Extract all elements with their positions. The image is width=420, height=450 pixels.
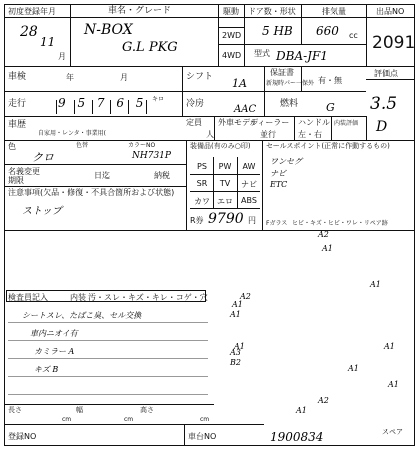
score-value: 3.5 [370, 94, 398, 114]
displacement-label: 排気量 [322, 7, 346, 16]
inspector-line-3: カミラー A [34, 347, 75, 356]
fuel-label: 燃料 [280, 99, 299, 109]
equipment-label: 装備品(有のみ○印) [190, 142, 251, 150]
equip-tv: TV [219, 179, 231, 188]
first-reg-month: 11 [40, 35, 56, 49]
handle-label: ハンドル [298, 118, 330, 127]
dealer-label: ディーラー [250, 118, 290, 127]
door-value: 5 HB [262, 24, 293, 38]
grade: G.L PKG [122, 40, 178, 55]
shaken-label: 車検 [8, 72, 27, 82]
car-name-label: 車名・グレード [108, 6, 172, 16]
date-label: 日迄 [94, 171, 110, 180]
diagram-mark-5: A1 [230, 310, 241, 319]
color-value: クロ [32, 151, 54, 164]
diagram-mark-12: A1 [388, 380, 399, 389]
mileage-label: 走行 [8, 99, 27, 109]
equip-ps: PS [197, 162, 207, 171]
shift-label: シフト [186, 72, 214, 82]
recycle-unit: 円 [248, 216, 256, 225]
inspector-line-1: シートスレ、たばこ臭、セル交換 [22, 311, 142, 320]
shift-value: 1A [232, 77, 247, 90]
capacity-unit: 人 [206, 130, 214, 139]
fuel-value: G [326, 101, 335, 114]
ac-label: 冷房 [186, 99, 205, 109]
inspector-interior-label: 内装 [70, 293, 86, 302]
height-unit: cm [200, 416, 210, 423]
reg-no-label: 登録NO [8, 432, 37, 441]
drive-label: 駆動 [223, 7, 239, 16]
diagram-mark-4: A2 [240, 292, 251, 301]
shaken-month-label: 月 [120, 73, 128, 82]
recycle-value: 9790 [208, 211, 244, 227]
sales-point-line-3: ETC [270, 180, 288, 189]
mileage-unit: キロ [152, 96, 165, 103]
diagram-mark-10: B2 [230, 358, 241, 367]
mileage-digits: 9 5 7 6 5 [58, 96, 148, 110]
equip-leather: カワ [194, 197, 210, 206]
width-label: 幅 [76, 406, 83, 414]
color-no-value: NH731P [132, 151, 171, 161]
length-unit: cm [62, 416, 72, 423]
interior-score-label: 内装評価 [334, 120, 359, 127]
warranty-sub: 新規時パー一保外 [266, 80, 315, 87]
dealer-value: 並行 [260, 130, 276, 139]
equip-sr: SR [196, 179, 208, 188]
ext-model-label: 外車モデル [218, 118, 258, 127]
reg-deadline-label: 期限 [8, 176, 24, 185]
first-reg-month-unit: 月 [58, 52, 66, 61]
spare-label: スペア [382, 428, 403, 436]
reg-change-label: 名義変更 [8, 167, 40, 176]
displacement-unit: cc [349, 31, 358, 40]
history-sub: 自家用・レンタ・事業用( [38, 130, 106, 137]
diagram-mark-7: A1 [370, 280, 381, 289]
first-reg-label: 初度登録年月 [8, 7, 56, 16]
model-code: DBA-JF1 [276, 49, 328, 63]
equip-navi: ナビ [241, 180, 257, 189]
shaken-year-label: 年 [66, 73, 74, 82]
drive-4wd: 4WD [222, 51, 242, 60]
sales-point-label: セールスポイント(正常に作動するもの) [266, 142, 390, 150]
length-label: 長さ [8, 406, 22, 414]
car-name: N-BOX [84, 22, 133, 38]
tax-label: 納税 [154, 171, 170, 180]
model-label: 型式 [254, 49, 270, 58]
ac-value: AAC [234, 104, 257, 115]
diagram-mark-3: A1 [232, 300, 243, 309]
inspector-box [6, 290, 206, 302]
inspector-label: 検査員記入 [8, 293, 48, 302]
auction-sheet [4, 4, 415, 446]
diagram-mark-14: A2 [318, 396, 329, 405]
glass-options: ヒビ・キズ・ヒビ・ワレ・リペア跡 [292, 220, 388, 227]
color-change-label: 色替 [76, 142, 89, 149]
lot-number: 2091 [372, 33, 416, 53]
diagram-mark-6: A1 [234, 342, 245, 351]
diagram-mark-2: A1 [322, 244, 333, 253]
interior-score-value: D [376, 119, 388, 135]
chassis-value: 1900834 [270, 430, 324, 444]
equip-abs: ABS [241, 196, 257, 205]
notes-text: ストップ [22, 206, 62, 217]
equip-aw: AW [242, 162, 256, 171]
warranty-options: 有・無 [318, 76, 342, 85]
diagram-mark-9: A1 [384, 342, 395, 351]
handle-value: 左・右 [298, 130, 322, 139]
warranty-label: 保証書 [270, 68, 294, 77]
sales-point-line-2: ナビ [270, 169, 286, 178]
sales-point-line-1: ワンセグ [270, 157, 302, 166]
lot-label: 出品NO [376, 7, 405, 16]
chassis-label: 車台NO [188, 432, 217, 441]
color-no-label: カラーNO [128, 142, 156, 149]
glass-label: Fガラス [266, 220, 288, 227]
inspector-options: 汚・スレ・キズ・キレ・コゲ・穴 [88, 293, 208, 302]
width-unit: cm [124, 416, 134, 423]
diagram-mark-11: A1 [348, 364, 359, 373]
displacement-value: 660 [316, 24, 339, 38]
height-label: 高さ [140, 406, 154, 414]
diagram-mark-8: A3 [230, 348, 241, 357]
drive-2wd: 2WD [222, 31, 242, 40]
capacity-label: 定員 [186, 118, 202, 127]
notes-label: 注意事項(欠品・修復・不具合箇所および状態) [8, 188, 175, 197]
history-label: 車歴 [8, 120, 27, 130]
score-label: 評価点 [374, 69, 398, 78]
door-label: ドア数・形状 [248, 7, 296, 16]
inspector-line-4: キズ B [34, 365, 59, 374]
diagram-mark-1: A2 [318, 230, 329, 239]
equip-pw: PW [218, 162, 232, 171]
recycle-label: R券 [190, 216, 204, 225]
diagram-mark-13: A1 [296, 406, 307, 415]
inspector-line-2: 車内ニオイ有 [30, 329, 78, 338]
color-label: 色 [8, 142, 16, 151]
equip-airbag: エロ [217, 197, 233, 206]
first-reg-year: 28 [20, 24, 38, 40]
